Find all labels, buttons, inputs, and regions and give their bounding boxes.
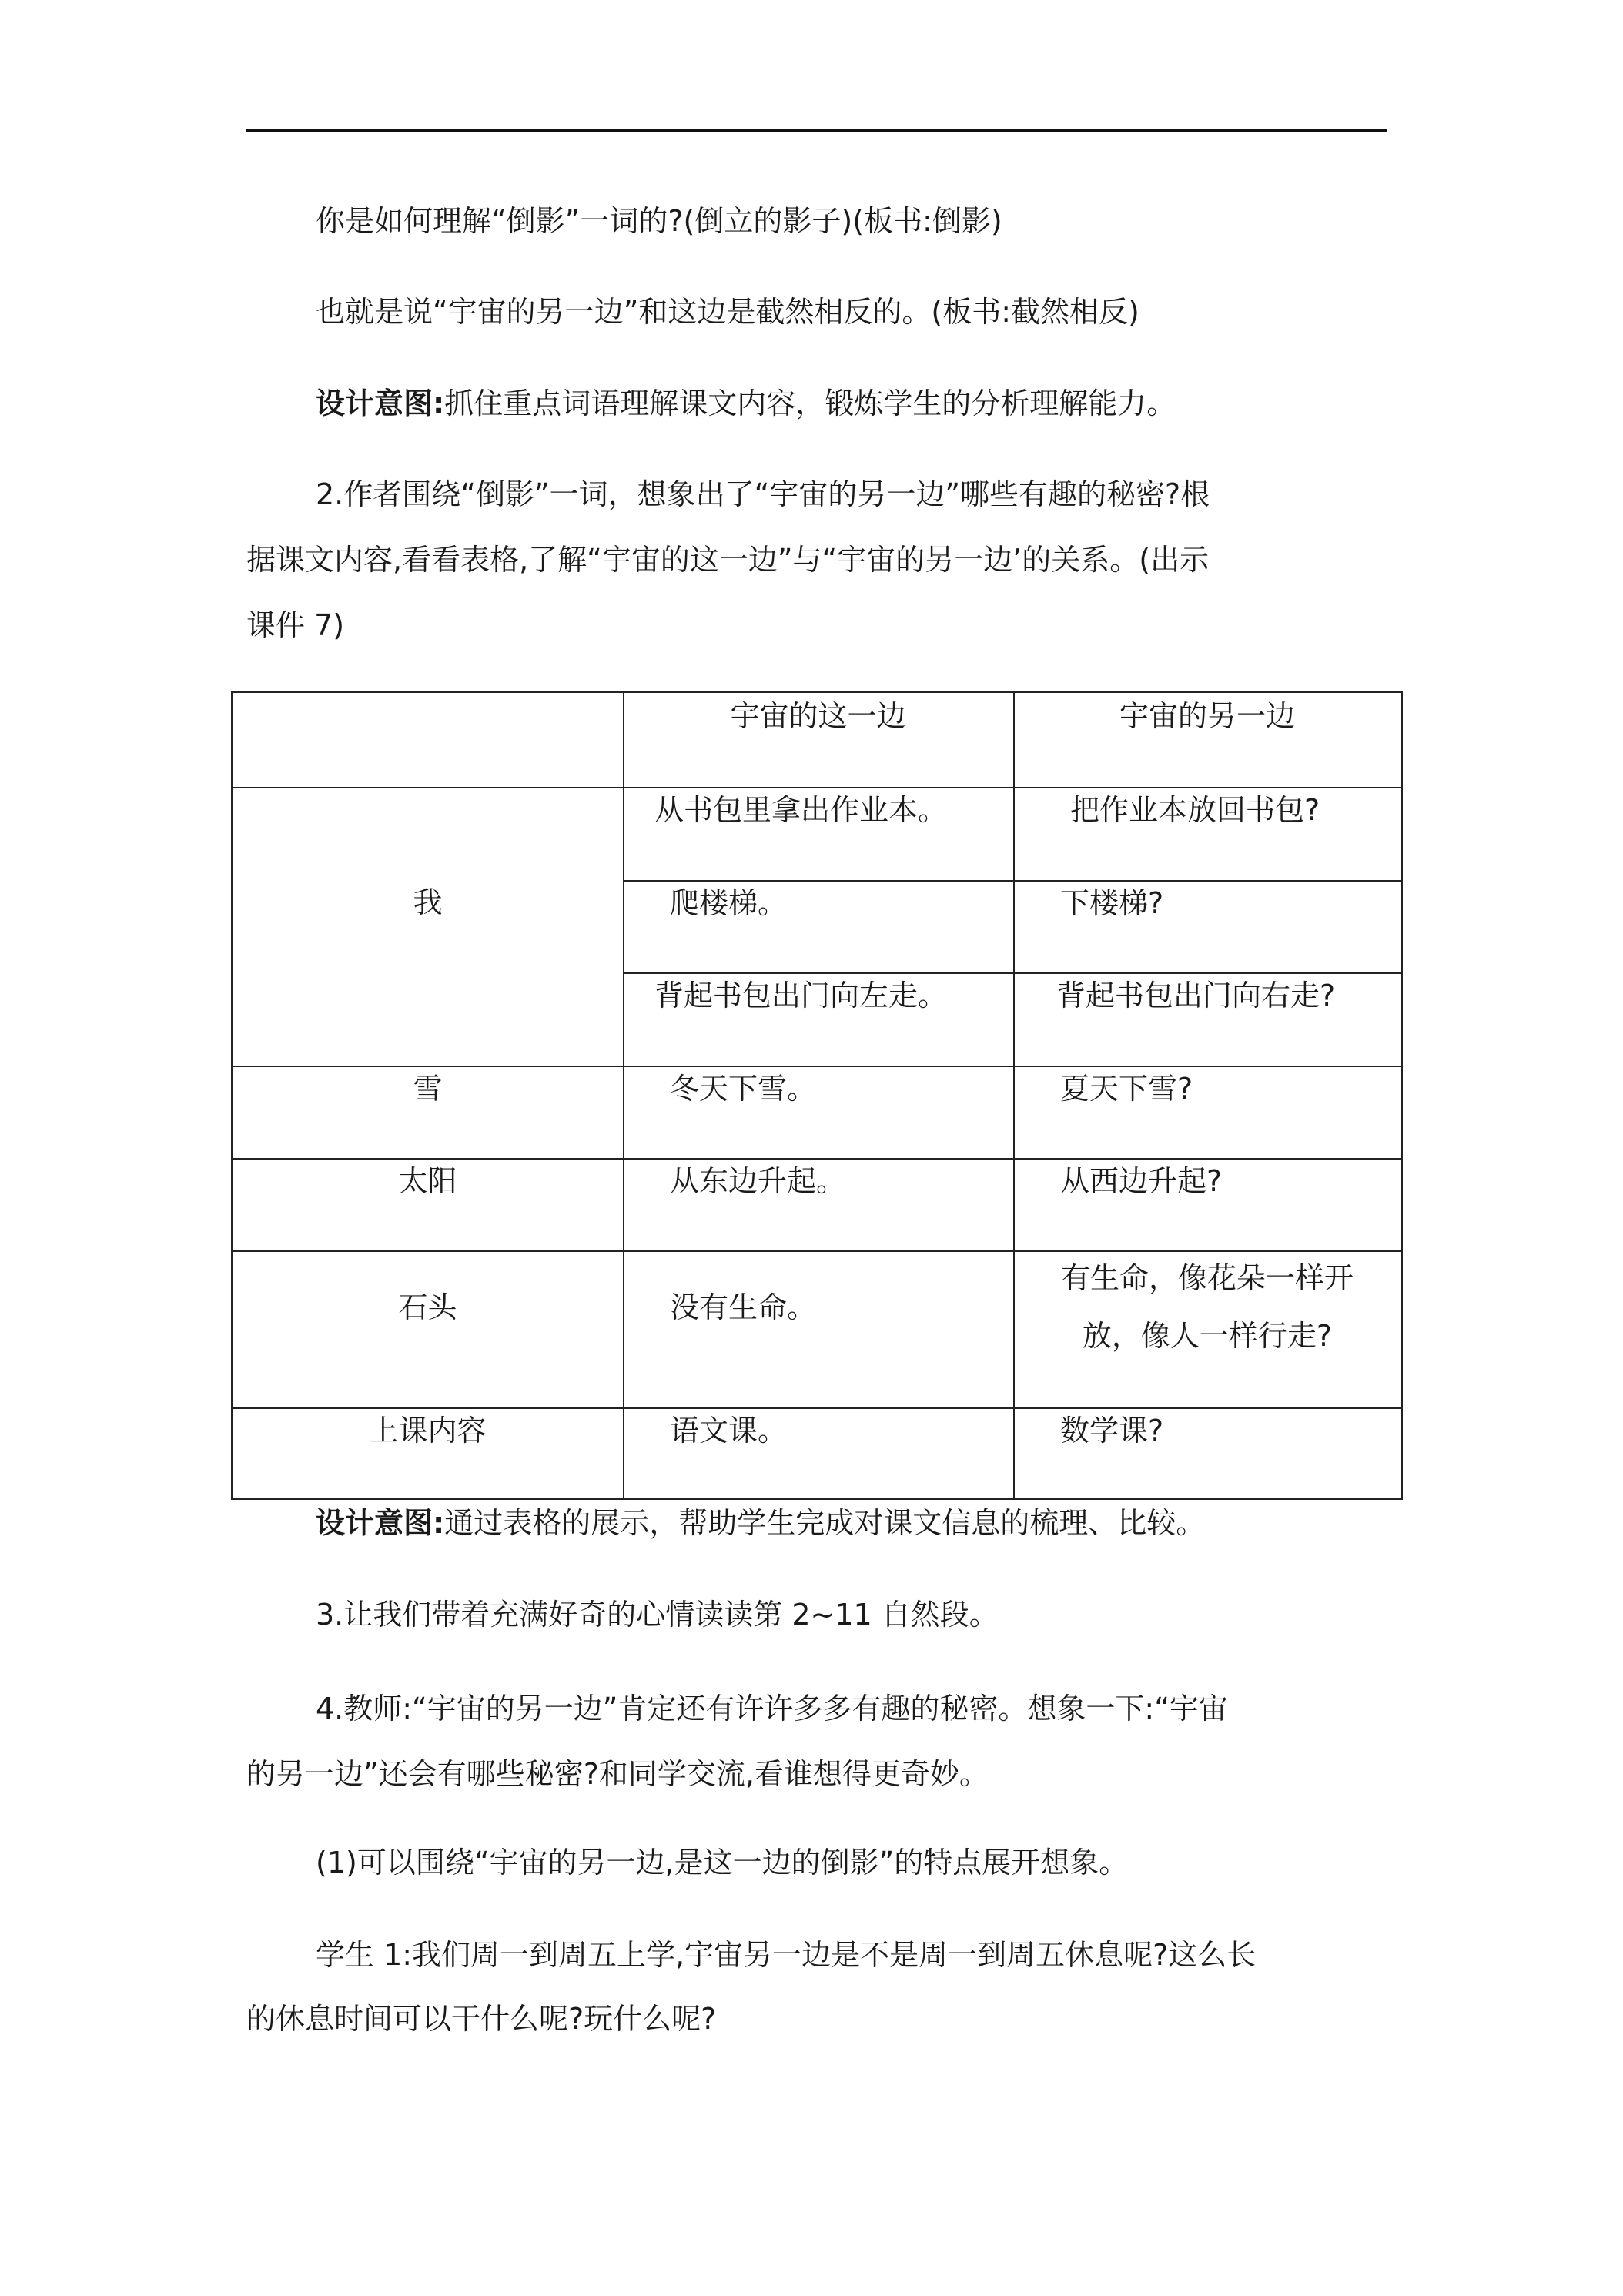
table-cell-other-side: 下楼梯? xyxy=(1060,886,1164,920)
table-header-other-side: 宇宙的另一边 xyxy=(1119,699,1295,733)
header-rule xyxy=(246,129,1387,132)
paragraph-4-line-1: 2.作者围绕“倒影”一词，想象出了“宇宙的另一边”哪些有趣的秘密?根 xyxy=(316,477,1210,511)
design-intent-1 xyxy=(246,375,1457,433)
table-cell-this-side: 从东边升起。 xyxy=(670,1164,846,1198)
table-cell-this-side: 爬楼梯。 xyxy=(670,886,788,920)
table-cell-other-side: 把作业本放回书包? xyxy=(1070,793,1320,827)
design-intent-text: 抓住重点词语理解课文内容，锻炼学生的分析理解能力。 xyxy=(444,387,1176,420)
design-intent-text: 通过表格的展示，帮助学生完成对课文信息的梳理、比较。 xyxy=(444,1506,1206,1540)
table-cell-subject: 我 xyxy=(413,885,443,919)
table-cell-subject: 上课内容 xyxy=(369,1414,487,1448)
table-cell-this-side: 冬天下雪。 xyxy=(670,1072,817,1106)
table-cell-this-side: 没有生命。 xyxy=(670,1290,817,1324)
paragraph-9-line-2: 的休息时间可以干什么呢?玩什么呢? xyxy=(246,2002,717,2036)
table-col-divider xyxy=(1013,693,1015,1498)
table-cell-this-side: 从书包里拿出作业本。 xyxy=(654,793,948,827)
table-cell-subject: 太阳 xyxy=(398,1164,457,1198)
paragraph-4-line-3: 课件 7) xyxy=(246,608,345,642)
table-cell-other-side: 夏天下雪? xyxy=(1060,1072,1193,1106)
paragraph-2: 也就是说“宇宙的另一边”和这边是截然相反的。(板书:截然相反) xyxy=(316,295,1139,329)
paragraph-4-line-2: 据课文内容,看看表格,了解“宇宙的这一边”与“宇宙的另一边’的关系。(出示 xyxy=(246,543,1210,577)
table-cell-other-side: 数学课? xyxy=(1060,1414,1164,1448)
table-cell-subject: 雪 xyxy=(413,1072,443,1106)
table-cell-other-side: 背起书包出门向右走? xyxy=(1056,979,1336,1012)
table-cell-other-side: 有生命，像花朵一样开 xyxy=(1060,1261,1354,1295)
design-intent-2 xyxy=(246,1494,1457,1552)
design-intent-label: 设计意图: xyxy=(316,387,445,420)
comparison-table xyxy=(231,691,1403,1500)
table-row-divider xyxy=(233,1250,1401,1252)
paragraph-7-line-1: 4.教师:“宇宙的另一边”肯定还有许许多多有趣的秘密。想象一下:“宇宙 xyxy=(316,1692,1228,1725)
paragraph-6: 3.让我们带着充满好奇的心情读读第 2~11 自然段。 xyxy=(316,1598,999,1632)
table-cell-subject: 石头 xyxy=(398,1290,457,1324)
table-cell-this-side: 语文课。 xyxy=(670,1414,788,1448)
table-cell-other-side: 从西边升起? xyxy=(1060,1164,1223,1198)
table-col-divider xyxy=(623,693,624,1498)
paragraph-1: 你是如何理解“倒影”一词的?(倒立的影子)(板书:倒影) xyxy=(316,204,1002,238)
table-cell-other-side: 放，像人一样行走? xyxy=(1082,1319,1333,1353)
paragraph-8: (1)可以围绕“宇宙的另一边,是这一边的倒影”的特点展开想象。 xyxy=(316,1846,1129,1879)
table-header-this-side: 宇宙的这一边 xyxy=(730,699,906,733)
design-intent-label: 设计意图: xyxy=(316,1506,445,1540)
table-cell-this-side: 背起书包出门向左走。 xyxy=(654,979,948,1012)
paragraph-9-line-1: 学生 1:我们周一到周五上学,宇宙另一边是不是周一到周五休息呢?这么长 xyxy=(316,1938,1257,1972)
paragraph-7-line-2: 的另一边”还会有哪些秘密?和同学交流,看谁想得更奇妙。 xyxy=(246,1757,989,1791)
